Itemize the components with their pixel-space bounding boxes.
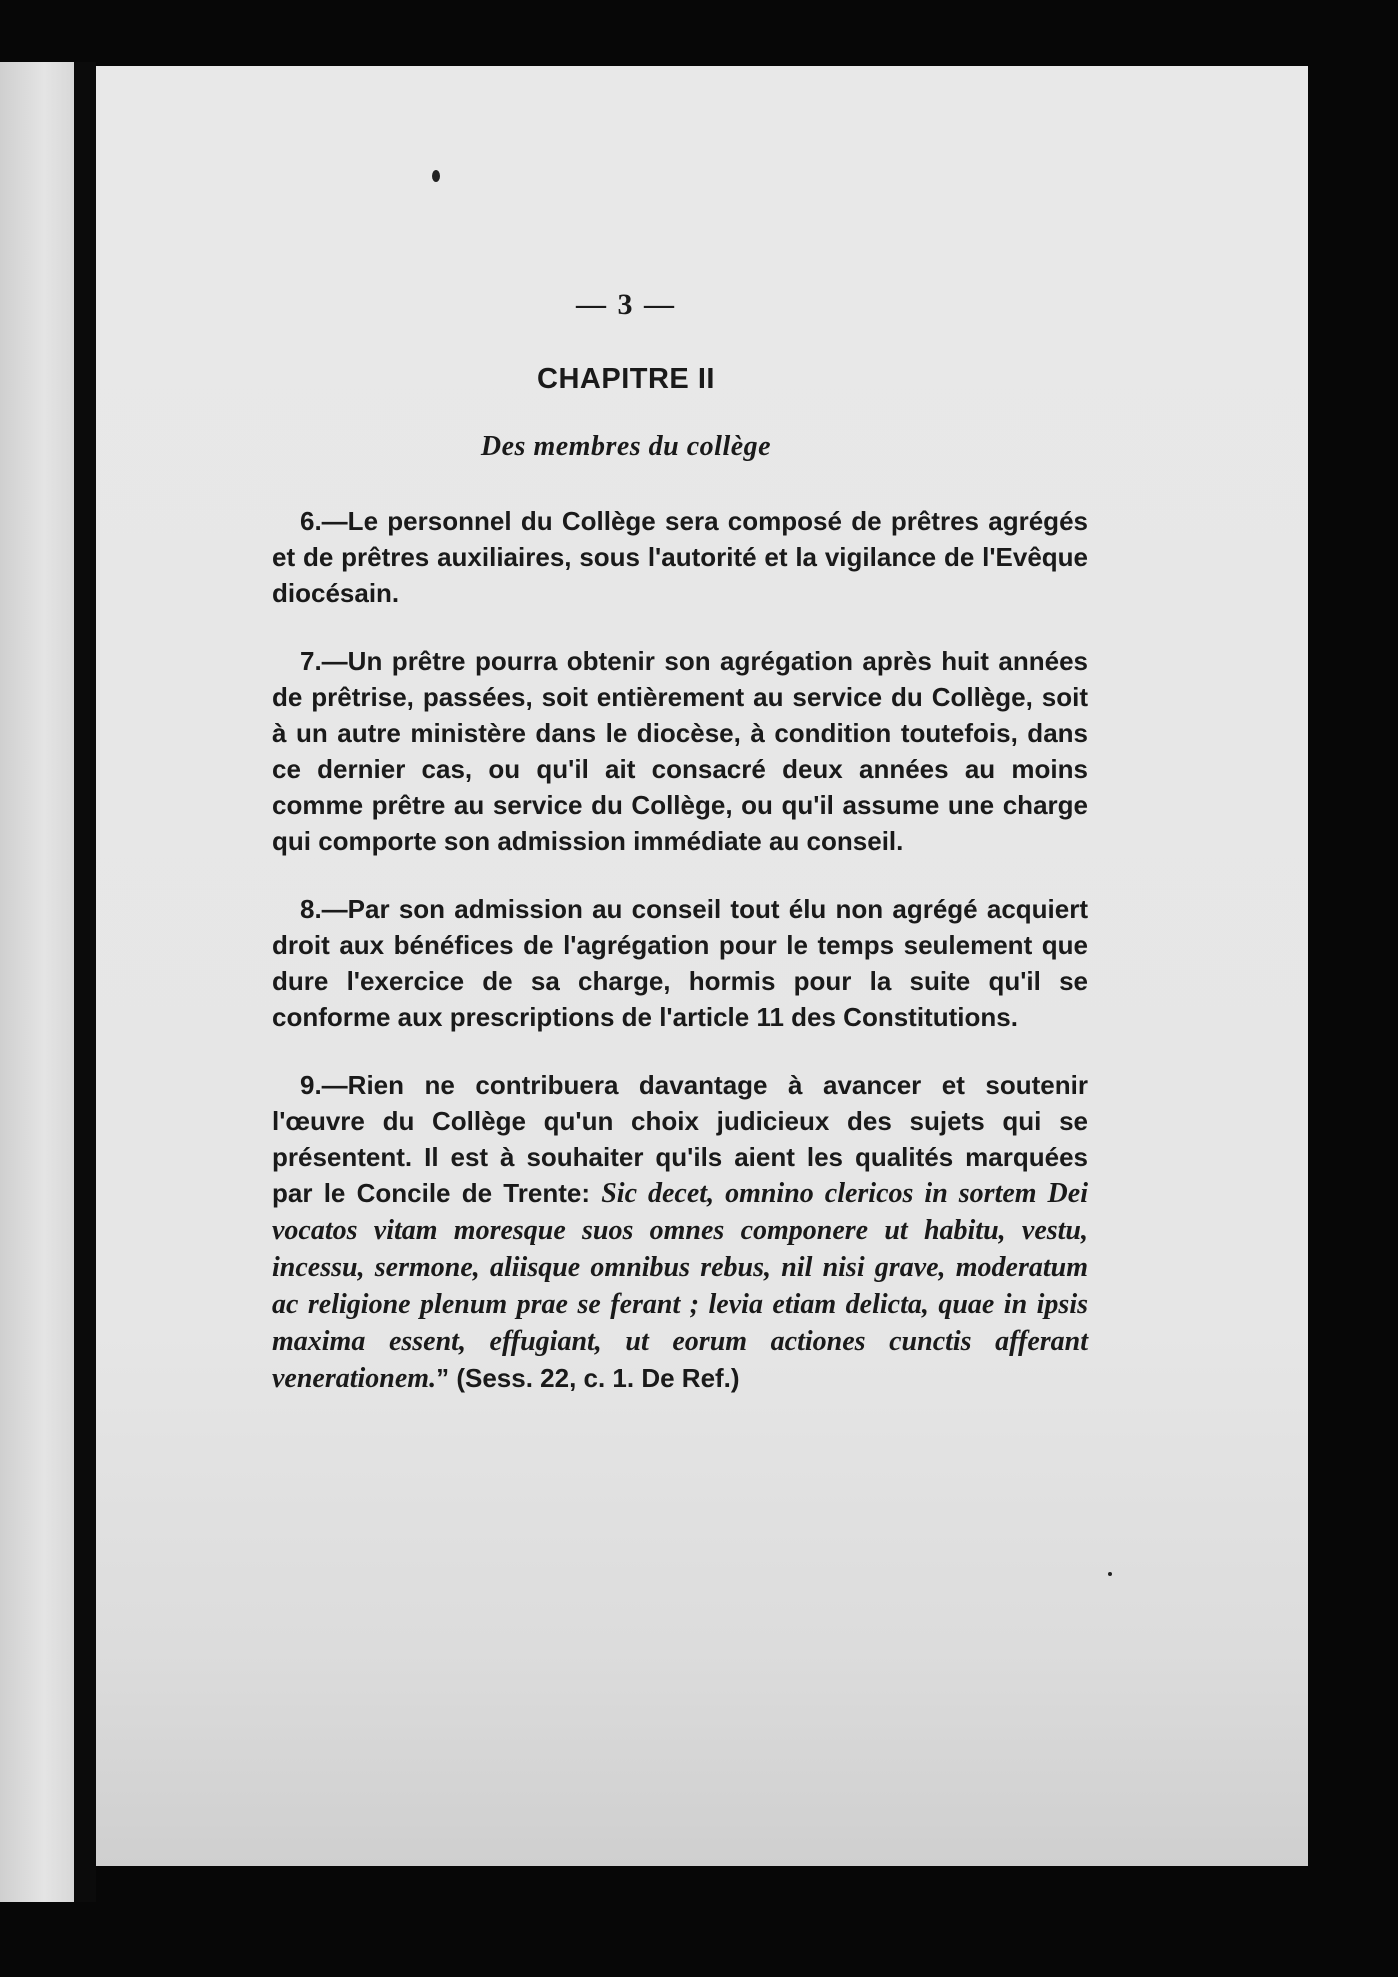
document-page	[96, 66, 1308, 1866]
article-paragraph-8	[272, 891, 1088, 1035]
chapter-subtitle: Des membres du collège	[480, 431, 772, 462]
paragraph-text: 8.—Par son admission au conseil tout élu non agrégé acquiert droit aux bénéfices de l'agrégation pour le temps seulement que dure l'exercice de sa charge, hormis pour la suite qu'il se conforme aux prescriptions de l'article 11 des Constitutions.	[272, 894, 1088, 1032]
ink-speck	[432, 170, 440, 182]
paragraph-text: 7.—Un prêtre pourra obtenir son agrégation après huit années de prêtrise, passées, soit entièrement au service du Collège, soit à un autre ministère dans le diocèse, à condition toutefois, dans ce dernier cas, ou qu'il ait consacré deux années au moins comme prêtre au service du Collège, ou qu'il assume une charge qui comporte son admission immédiate au conseil.	[272, 646, 1088, 856]
article-paragraph-7	[272, 643, 1088, 859]
page-number: — 3 —	[576, 288, 676, 321]
ink-speck	[1108, 1572, 1112, 1576]
article-paragraph-6	[272, 503, 1088, 611]
article-body	[272, 503, 1088, 1429]
chapter-title: CHAPITRE II	[537, 363, 715, 395]
latin-quotation: Sic decet, omnino clericos in sortem Dei vocatos vitam moresque suos omnes componere ut habitu, vestu, incessu, sermone, aliisque omnibus rebus, nil nisi grave, moderatum ac religione plenum prae se ferant ; levia etiam delicta, quae in ipsis maxima essent, effugiant, ut eorum actiones cunctis afferant venerationem.	[272, 1178, 1088, 1394]
article-paragraph-9	[272, 1067, 1088, 1397]
paragraph-text: 9.—Rien ne contribuera davantage à avancer et soutenir l'œuvre du Collège qu'un choix judicieux des sujets qui se présentent. Il est à souhaiter qu'ils aient les qualités marquées par le Concile de Trente:	[272, 1070, 1088, 1208]
citation: ” (Sess. 22, c. 1. De Ref.)	[436, 1363, 740, 1393]
binding-shadow	[74, 62, 96, 1902]
paragraph-text: 6.—Le personnel du Collège sera composé de prêtres agrégés et de prêtres auxiliaires, sous l'autorité et la vigilance de l'Evêque diocésain.	[272, 506, 1088, 608]
facing-page-edge	[0, 62, 74, 1902]
